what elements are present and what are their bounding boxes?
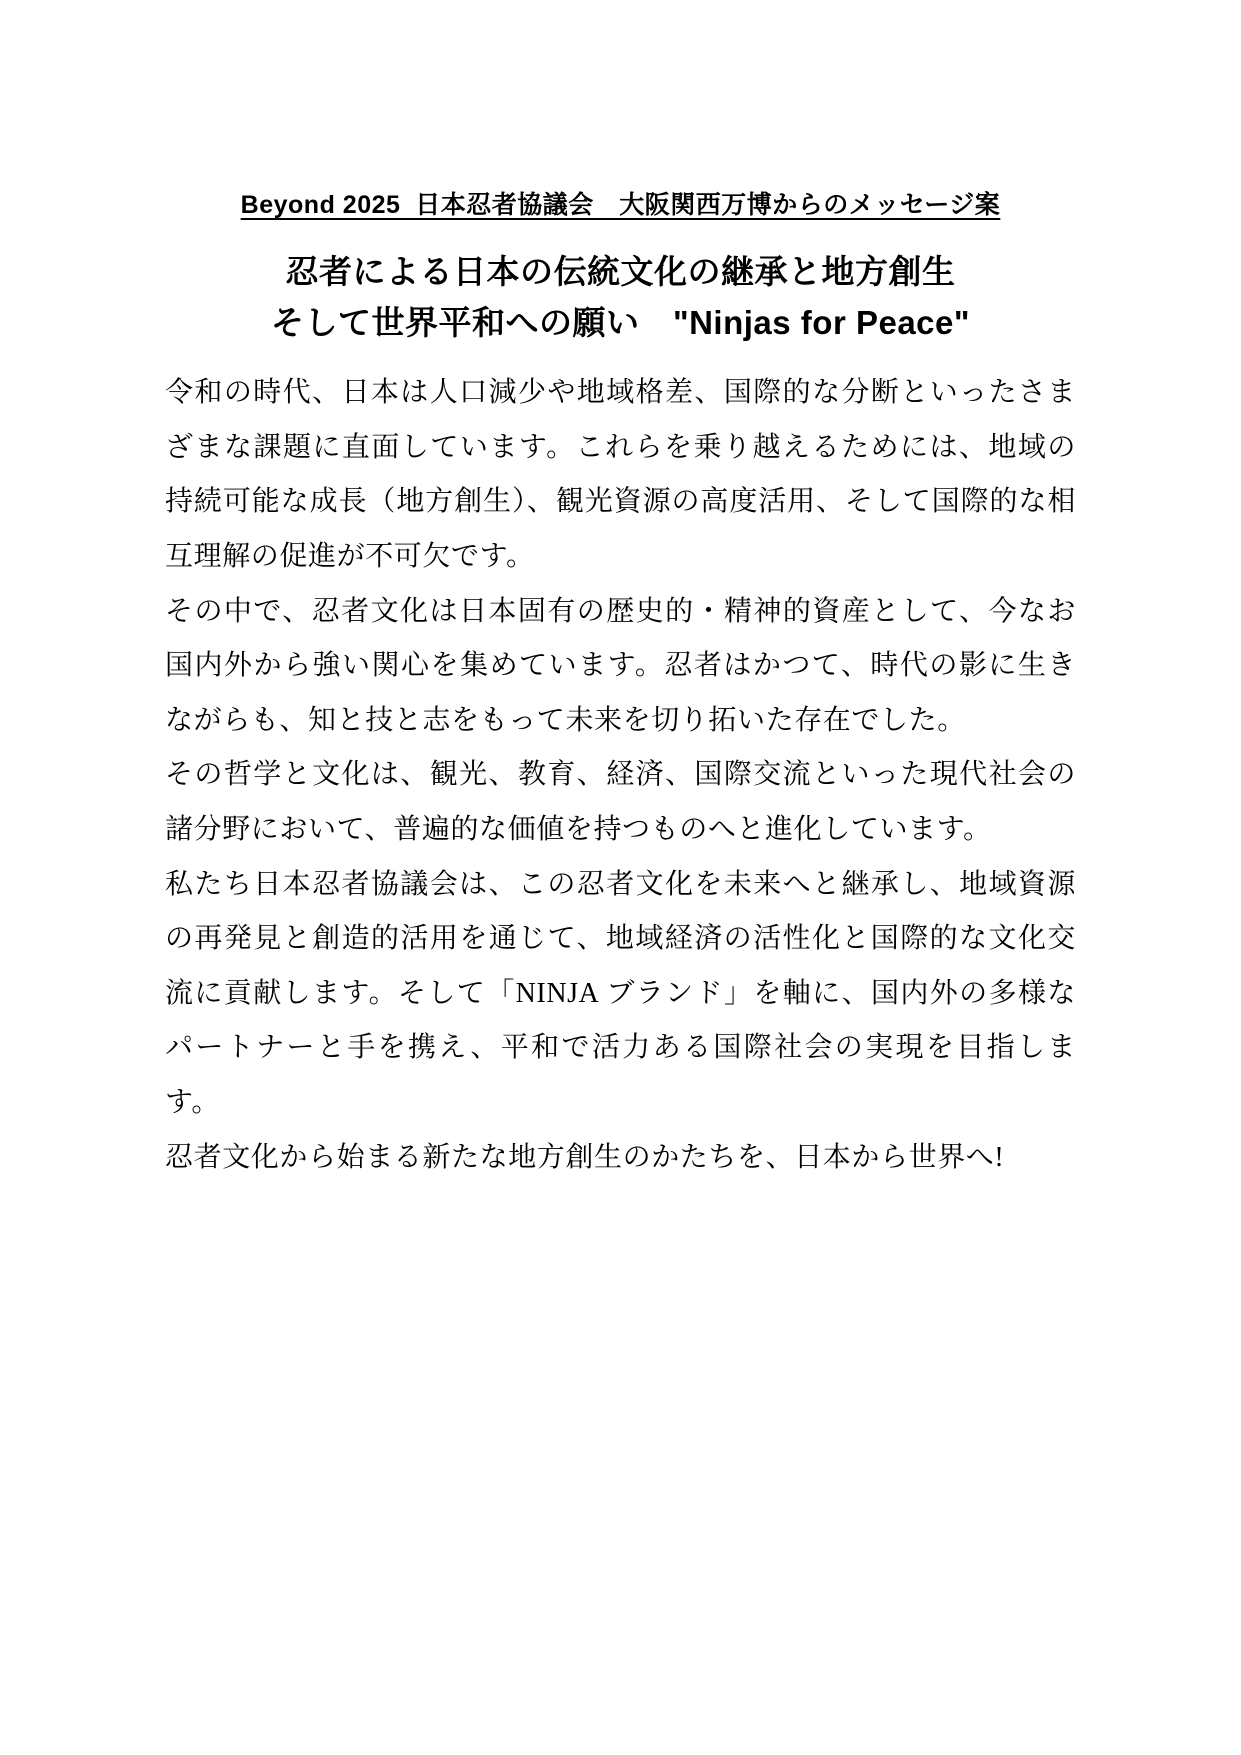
document-header: Beyond 2025 日本忍者協議会 大阪関西万博からのメッセージ案: [240, 191, 1001, 219]
paragraph-3: その哲学と文化は、観光、教育、経済、国際交流といった現代社会の諸分野において、普遍的な価値を持つものへと進化しています。: [165, 759, 1076, 846]
document-title-line-1: 忍者による日本の伝統文化の継承と地方創生: [285, 253, 956, 290]
paragraph-5: 忍者文化から始まる新たな地方創生のかたちを、日本から世界へ!: [165, 1141, 1005, 1173]
paragraph-2: その中で、忍者文化は日本固有の歴史的・精神的資産として、今なお国内外から強い関心を集めています。忍者はかつて、時代の影に生きながらも、知と技と志をもって未来を切り拓いた存在でした。: [165, 595, 1076, 736]
paragraph-4: 私たち日本忍者協議会は、この忍者文化を未来へと継承し、地域資源の再発見と創造的活用を通じて、地域経済の活性化と国際的な文化交流に貢献します。そして「NINJA ブランド」を軸に、国内外の多様なパートナーと手を携え、平和で活力ある国際社会の実現を目指します。: [165, 868, 1076, 1118]
document-title-line-2: そして世界平和への願い "Ninjas for Peace": [270, 304, 971, 342]
paragraph-1: 令和の時代、日本は人口減少や地域格差、国際的な分断といったさまざまな課題に直面しています。これらを乗り越えるためには、地域の持続可能な成長（地方創生）、観光資源の高度活用、そして国際的な相互理解の促進が不可欠です。: [165, 377, 1076, 573]
